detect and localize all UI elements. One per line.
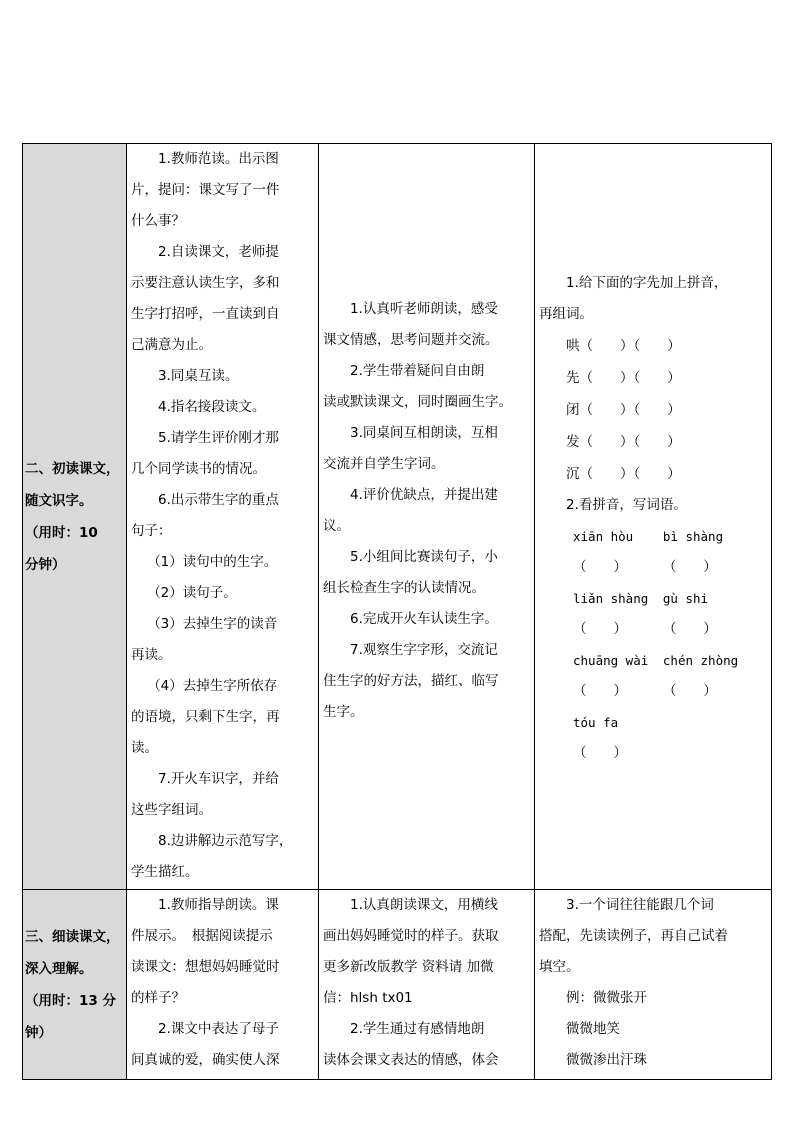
stage-title: 二、初读课文， [25, 460, 120, 477]
text-line: 己满意为止。 [131, 337, 212, 353]
text-line: 例：微微张开 [566, 990, 647, 1006]
exercise-cell [535, 890, 772, 1080]
text-line: 5.小组间比赛读句子，小 [350, 549, 498, 565]
teacher-activity-cell [127, 144, 319, 890]
text-line: 4.评价优缺点，并提出建 [350, 487, 498, 503]
text-line: 5.请学生评价刚才那 [158, 430, 279, 446]
stage-title: 三、细读课文， [25, 928, 120, 945]
cell-spacer [539, 144, 767, 268]
text-line: 议。 [323, 518, 350, 534]
text-line: （3）去掉生字的读音 [147, 616, 278, 632]
char-row [539, 426, 767, 458]
text-line: （4）去掉生字所依存 [147, 678, 278, 694]
text-line: 2.学生通过有感情地朗 [350, 1021, 485, 1037]
text-line: 8.边讲解边示范写字， [158, 833, 293, 849]
text-line: 填空。 [539, 959, 580, 975]
char: 发 [566, 434, 580, 450]
text-line: 1.认真听老师朗读，感受 [350, 301, 498, 317]
answer-blank: （ ） [662, 621, 717, 637]
text-line: 间真诚的爱，确实使人深 [131, 1052, 280, 1068]
char-row [539, 330, 767, 362]
text-line: 课文情感，思考问题并交流。 [323, 332, 499, 348]
teacher-activity-cell [127, 890, 319, 1080]
answer-blank: （ ） [573, 745, 627, 761]
text-line: 再读。 [131, 647, 172, 663]
text-line: 搭配，先读读例子，再自己试着 [539, 928, 728, 944]
pinyin-row [539, 645, 767, 676]
blank-pair: （ ）（ ） [579, 402, 681, 418]
blank-pair: （ ）（ ） [579, 434, 681, 450]
text-line: 1.认真朗读课文，用横线 [350, 897, 498, 913]
pinyin-row [539, 521, 767, 552]
text-line: 示要注意认读生字，多和 [131, 275, 280, 291]
text-line: 1.教师范读。出示图 [158, 151, 279, 167]
student-activity-cell [319, 890, 535, 1080]
cell-spacer [323, 144, 530, 294]
blank-pair: （ ）（ ） [579, 466, 681, 482]
answer-blank: （ ） [573, 559, 627, 575]
pinyin: gù shi [662, 591, 709, 606]
blank-row [539, 676, 767, 707]
pinyin: xiān hòu [573, 529, 634, 544]
text-line: 读体会课文表达的情感，体会 [323, 1052, 499, 1068]
text-line: 几个同学读书的情况。 [131, 461, 266, 477]
text-line: 更多新改版教学 资料请 加微 [323, 959, 494, 975]
text-line: 交流并自学生字词。 [323, 456, 445, 472]
text-line: 再组词。 [539, 306, 593, 322]
text-line: 句子： [131, 523, 172, 539]
text-line: 7.开火车识字，并给 [158, 771, 279, 787]
text-line: 3.一个词往往能跟几个词 [566, 897, 714, 913]
text-line: 学生描红。 [131, 864, 199, 880]
text-line: 微微地笑 [566, 1021, 620, 1037]
stage-time: 钟） [25, 1024, 52, 1041]
stage-time: （用时：13 分 [25, 992, 116, 1009]
char: 沉 [566, 466, 580, 482]
char: 哄 [566, 338, 580, 354]
text-line: 3.同桌间互相朗读，互相 [350, 425, 498, 441]
stage-cell [23, 890, 127, 1080]
text-line: 生字打招呼，一直读到自 [131, 306, 280, 322]
text-line: 读。 [131, 740, 158, 756]
text-line: 生字。 [323, 704, 364, 720]
text-line: 的语境，只剩下生字，再 [131, 709, 280, 725]
answer-blank: （ ） [573, 621, 627, 637]
text-line: （1）读句中的生字。 [147, 554, 278, 570]
stage-cell [23, 144, 127, 890]
text-line: 2.自读课文，老师提 [158, 244, 279, 260]
text-line: 6.出示带生字的重点 [158, 492, 279, 508]
text-line: 2.学生带着疑问自由朗 [350, 363, 485, 379]
text-line: 读课文：想想妈妈睡觉时 [131, 959, 280, 975]
pinyin: liǎn shàng [573, 591, 649, 606]
char-row [539, 394, 767, 426]
pinyin: tóu fa [573, 715, 619, 730]
pinyin: bì shàng [662, 529, 724, 544]
text-line: 1.给下面的字先加上拼音， [566, 275, 728, 291]
student-activity-cell [319, 144, 535, 890]
text-line: 1.教师指导朗读。课 [158, 897, 279, 913]
char: 先 [566, 370, 580, 386]
text-line: 微微渗出汗珠 [566, 1052, 647, 1068]
blank-row [539, 552, 767, 583]
text-line: 3.同桌互读。 [158, 368, 239, 384]
text-line: 2.看拼音，写词语。 [566, 497, 687, 513]
answer-blank: （ ） [573, 683, 627, 699]
text-line: 信：hlsh tx01 [323, 990, 413, 1006]
text-line: 片，提问：课文写了一件 [131, 182, 280, 198]
text-line: 画出妈妈睡觉时的样子。获取 [323, 928, 499, 944]
pinyin: chuāng wài [573, 653, 649, 668]
pinyin-row [539, 707, 767, 738]
blank-row [539, 614, 767, 645]
text-line: 7.观察生字字形，交流记 [350, 642, 498, 658]
text-line: 组长检查生字的认读情况。 [323, 580, 485, 596]
answer-blank: （ ） [662, 683, 717, 699]
table-row [23, 890, 772, 1080]
stage-title: 深入理解。 [25, 960, 93, 977]
text-line: 住生字的好方法，描红、临写 [323, 673, 499, 689]
char: 闭 [566, 402, 580, 418]
text-line: 这些字组词。 [131, 802, 212, 818]
text-line: 件展示。 根据阅读提示 [131, 928, 273, 944]
text-line: 6.完成开火车认读生字。 [350, 611, 498, 627]
blank-row [539, 738, 767, 769]
text-line: 2.课文中表达了母子 [158, 1021, 279, 1037]
pinyin: chén zhòng [662, 653, 739, 668]
stage-time: 分钟） [25, 556, 66, 573]
stage-time: （用时：10 [25, 524, 98, 541]
lesson-plan-table [22, 143, 772, 1080]
text-line: 什么事？ [131, 213, 185, 229]
table-row [23, 144, 772, 890]
stage-title: 随文识字。 [25, 492, 93, 509]
blank-pair: （ ）（ ） [579, 370, 681, 386]
text-line: （2）读句子。 [147, 585, 237, 601]
pinyin-row [539, 583, 767, 614]
blank-pair: （ ）（ ） [579, 338, 681, 354]
answer-blank: （ ） [662, 559, 717, 575]
char-row [539, 362, 767, 394]
exercise-cell [535, 144, 772, 890]
text-line: 的样子？ [131, 990, 185, 1006]
text-line: 读或默读课文，同时圈画生字。 [323, 394, 512, 410]
char-row [539, 458, 767, 490]
text-line: 4.指名接段读文。 [158, 399, 266, 415]
